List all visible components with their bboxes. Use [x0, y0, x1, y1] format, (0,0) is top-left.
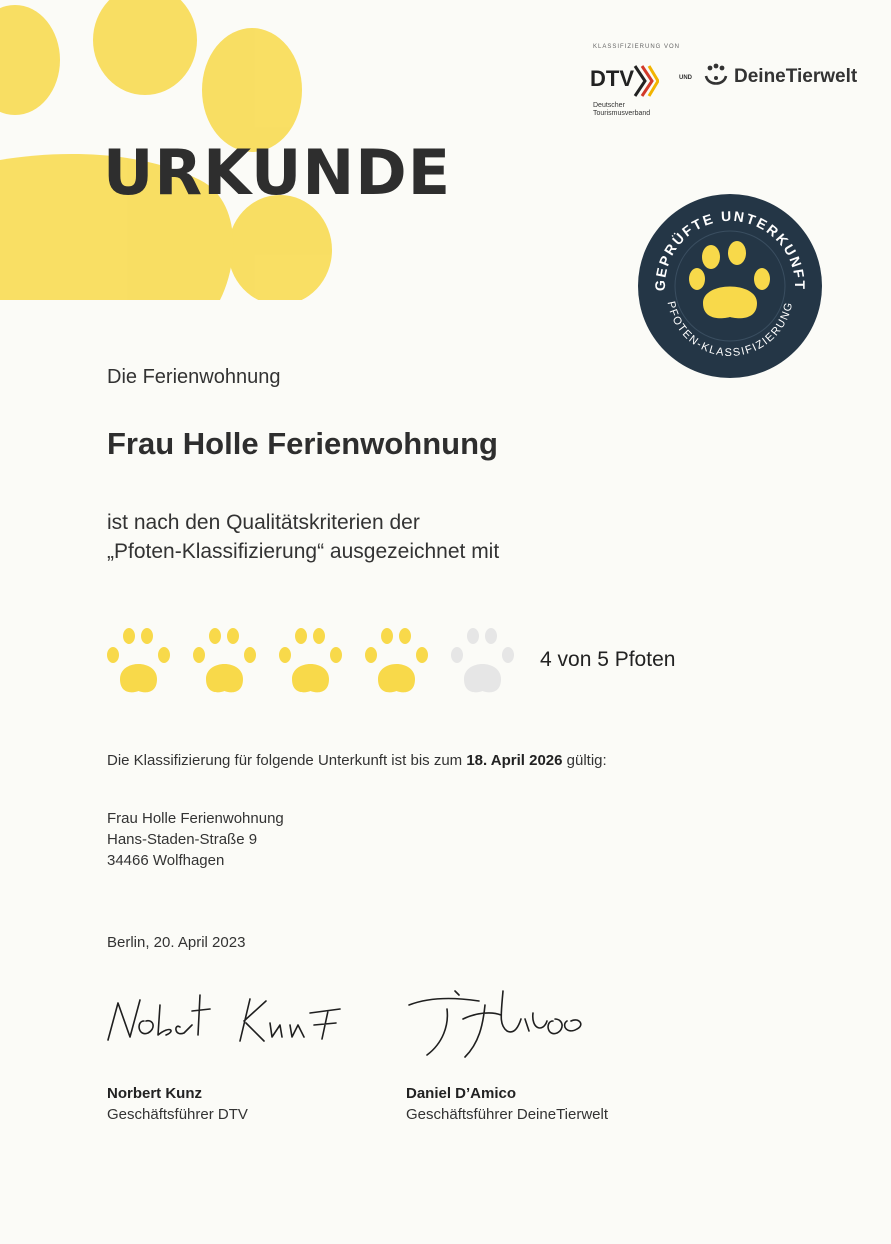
- rating-text: 4 von 5 Pfoten: [540, 648, 676, 671]
- dtv-logo-text: DTV: [590, 66, 634, 91]
- validity-date: 18. April 2026: [466, 752, 563, 769]
- paw-filled-icon: [279, 628, 342, 692]
- validity-prefix: Die Klassifizierung für folgende Unterkunft ist bis zum: [107, 752, 467, 769]
- paw-filled-icon: [365, 628, 428, 692]
- classification-by-label: KLASSIFIZIERUNG VON: [593, 44, 681, 50]
- signer-2-name: Daniel D’Amico: [406, 1085, 517, 1102]
- validity-text: [107, 752, 607, 769]
- signer-1-role: Geschäftsführer DTV: [107, 1106, 248, 1123]
- criteria-line-2: „Pfoten-Klassifizierung“ ausgezeichnet mit: [107, 540, 500, 563]
- criteria-line-1: ist nach den Qualitätskriterien der: [107, 511, 420, 534]
- validity-suffix: gültig:: [562, 752, 607, 769]
- paw-rating: [103, 625, 523, 697]
- header-logos: [590, 44, 880, 124]
- paw-filled-icon: [107, 628, 170, 692]
- deinetierwelt-logo-text: DeineTierwelt: [734, 66, 858, 87]
- address-city: 34466 Wolfhagen: [107, 852, 225, 869]
- document-title: URKUNDE: [103, 136, 452, 209]
- seal-top-text: GEPRÜFTE UNTERKUNFT: [651, 207, 809, 292]
- address-name: Frau Holle Ferienwohnung: [107, 810, 284, 827]
- signer-1: [107, 1083, 248, 1125]
- paw-filled-icon: [193, 628, 256, 692]
- paw-empty-icon: [451, 628, 514, 692]
- dtv-chevron-icon: [633, 64, 659, 98]
- dtv-subtitle: Deutscher Tourismusverband: [593, 102, 651, 117]
- address-block: [107, 808, 284, 871]
- property-name: Frau Holle Ferienwohnung: [107, 426, 498, 461]
- place-date: Berlin, 20. April 2023: [107, 934, 246, 951]
- signer-2-role: Geschäftsführer DeineTierwelt: [406, 1106, 609, 1123]
- intro-text: Die Ferienwohnung: [107, 366, 281, 388]
- signature-daniel-damico: [405, 985, 625, 1065]
- signer-1-name: Norbert Kunz: [107, 1085, 202, 1102]
- signer-2: [406, 1083, 608, 1125]
- address-street: Hans-Staden-Straße 9: [107, 831, 258, 848]
- deinetierwelt-face-icon: [702, 62, 730, 90]
- criteria-text: [107, 508, 499, 566]
- certified-accommodation-seal: [637, 193, 823, 379]
- signature-norbert-kunz: [100, 985, 360, 1055]
- seal-bottom-text: PFOTEN-KLASSIFIZIERUNG: [664, 300, 796, 360]
- and-label: UND: [679, 75, 692, 81]
